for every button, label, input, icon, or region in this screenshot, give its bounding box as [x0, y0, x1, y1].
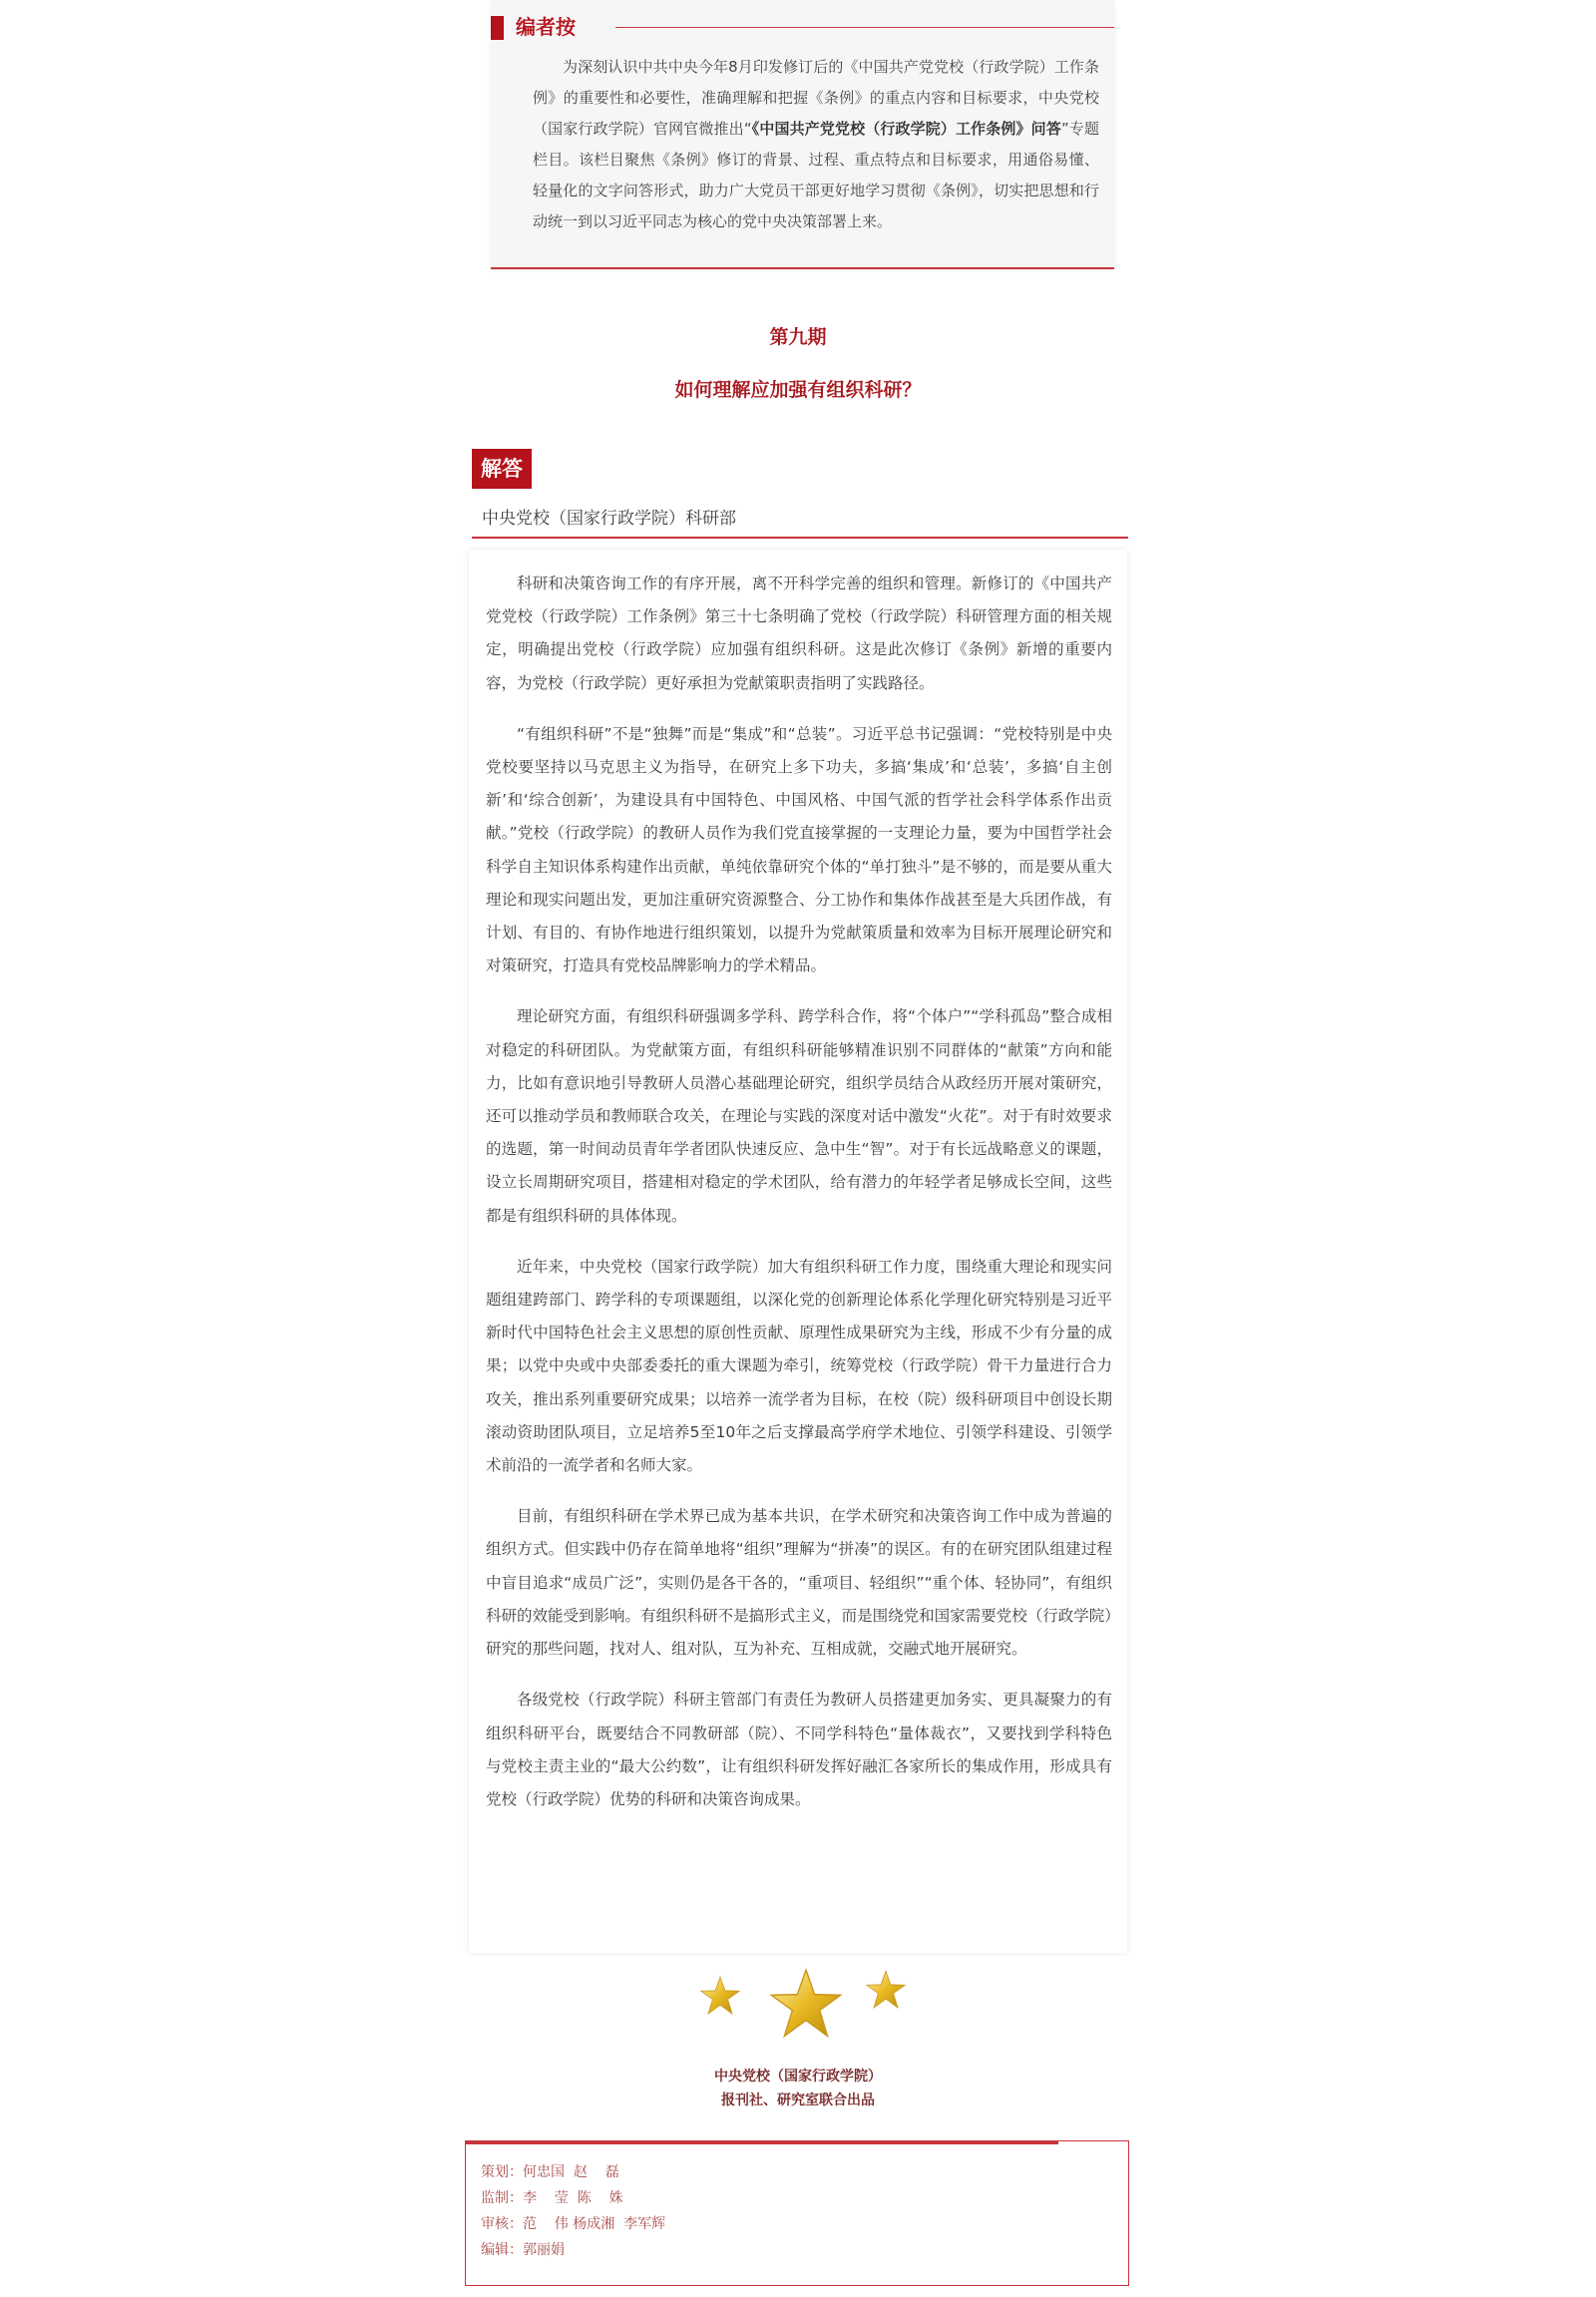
answer-paragraph: 各级党校（行政学院）科研主管部门有责任为教研人员搭建更加务实、更具凝聚力的有组织科研平台，既要结合不同教研部（院）、不同学科特色“量体裁衣”，又要找到学科特色与党校主责主业的“最大公约数”，让有组织科研发挥好融汇各家所长的集成作用，形成具有党校（行政学院）优势的科研和决策咨询成果。 — [486, 1691, 1112, 1808]
answer-paragraph: 科研和决策咨询工作的有序开展，离不开科学完善的组织和管理。新修订的《中国共产党党校（行政学院）工作条例》第三十七条明确了党校（行政学院）科研管理方面的相关规定，明确提出党校（行政学院）应加强有组织科研。这是此次修订《条例》新增的重要内容，为党校（行政学院）更好承担为党献策职责指明了实践路径。 — [486, 574, 1112, 692]
credits-box — [465, 2140, 1129, 2286]
answer-paragraph: “有组织科研”不是“独舞”而是“集成”和“总装”。习近平总书记强调：“党校特别是中央党校要坚持以马克思主义为指导，在研究上多下功夫，多搞‘集成’和‘总装’，多搞‘自主创新’和‘综合创新’，为建设具有中国特色、中国风格、中国气派的哲学社会科学体系作出贡献。”党校（行政学院）的教研人员作为我们党直接掌握的一支理论力量，要为中国哲学社会科学自主知识体系构建作出贡献，单纯依靠研究个体的“单打独斗”是不够的，而是要从重大理论和现实问题出发，更加注重研究资源整合、分工协作和集体作战甚至是大兵团作战，有计划、有目的、有协作地进行组织策划，以提升为党献策质量和效率为目标开展理论研究和对策研究，打造具有党校品牌影响力的学术精品。 — [486, 724, 1112, 975]
star-icon-left — [700, 1976, 740, 2016]
credit-planning: 策划：何忠国 赵 磊 — [481, 2164, 619, 2180]
editor-note-bottom-rule — [491, 267, 1114, 269]
editor-note-header — [491, 14, 1114, 40]
editor-note-title: 编者按 — [516, 15, 576, 39]
answer-tag: 解答 — [472, 449, 532, 489]
answer-paragraph: 近年来，中央党校（国家行政学院）加大有组织科研工作力度，围绕重大理论和现实问题组建跨部门、跨学科的专项课题组，以深化党的创新理论体系化学理化研究特别是习近平新时代中国特色社会主义思想的原创性贡献、原理性成果研究为主线，形成不少有分量的成果；以党中央或中央部委委托的重大课题为牵引，统筹党校（行政学院）骨干力量进行合力攻关，推出系列重要研究成果；以培养一流学者为目标，在校（院）级科研项目中创设长期滚动资助团队项目，立足培养5至10年之后支撑最高学府学术地位、引领学科建设、引领学术前沿的一流学者和名师大家。 — [486, 1257, 1112, 1475]
answer-divider — [472, 537, 1128, 539]
issue-question: 如何理解应加强有组织科研？ — [674, 379, 922, 401]
credit-review: 审核：范 伟 杨成湘 李军辉 — [481, 2216, 666, 2232]
editor-note-accent-bar — [491, 16, 504, 40]
answer-paragraph: 理论研究方面，有组织科研强调多学科、跨学科合作，将“个体户”“学科孤岛”整合成相对稳定的科研团队。为党献策方面，有组织科研能够精准识别不同群体的“献策”方向和能力，比如有意识地引导教研人员潜心基础理论研究，组织学员结合从政经历开展对策研究，还可以推动学员和教师联合攻关，在理论与实践的深度对话中激发“火花”。对于有时效要求的选题，第一时间动员青年学者团队快速反应、急中生“智”。对于有长远战略意义的课题，设立长周期研究项目，搭建相对稳定的学术团队，给有潜力的年轻学者足够成长空间，这些都是有组织科研的具体体现。 — [486, 1007, 1112, 1225]
star-icon-right — [866, 1970, 906, 2010]
editor-note-text-part1: 为深刻认识中共中央今年8月印发修订后的《中国共产党党校（行政学院）工作条例》的重要性和必要性，准确理解和把握《条例》的重点内容和目标要求，中央党校（国家行政学院）官网官微推出“ — [533, 58, 1099, 138]
credit-supervision: 监制：李 莹 陈 姝 — [481, 2190, 623, 2206]
answer-paragraph: 目前，有组织科研在学术界已成为基本共识，在学术研究和决策咨询工作中成为普遍的组织方式。但实践中仍存在简单地将“组织”理解为“拼凑”的误区。有的在研究团队组建过程中盲目追求“成员广泛”，实则仍是各干各的，“重项目、轻组织”“重个体、轻协同”，有组织科研的效能受到影响。有组织科研不是搞形式主义，而是围绕党和国家需要党校（行政学院）研究的那些问题，找对人、组对队，互为补充、互相成就，交融式地开展研究。 — [486, 1507, 1112, 1659]
editor-note-text-part2: ”专题栏目。该栏目聚焦《条例》修订的背景、过程、重点特点和目标要求，用通俗易懂、轻量化的文字问答形式，助力广大党员干部更好地学习贯彻《条例》，切实把思想和行动统一到以习近平同志为核心的党中央决策部署上来。 — [533, 120, 1099, 230]
editor-note-divider — [615, 27, 1114, 28]
answer-body — [469, 550, 1127, 1953]
editor-note-text — [533, 52, 1099, 237]
stars-decoration — [0, 1960, 1596, 2050]
publisher-line-1: 中央党校（国家行政学院） — [714, 2069, 882, 2085]
credit-editor: 编辑：郭丽娟 — [481, 2242, 565, 2258]
credits-top-bar — [466, 2140, 1058, 2144]
editor-note-column-name: 《中国共产党党校（行政学院）工作条例》问答 — [751, 120, 1061, 138]
editor-note-card — [491, 0, 1114, 269]
answer-author: 中央党校（国家行政学院）科研部 — [482, 509, 736, 529]
publisher-line-2: 报刊社、研究室联合出品 — [721, 2093, 875, 2108]
star-icon-center — [770, 1968, 842, 2040]
issue-number: 第九期 — [769, 326, 827, 348]
